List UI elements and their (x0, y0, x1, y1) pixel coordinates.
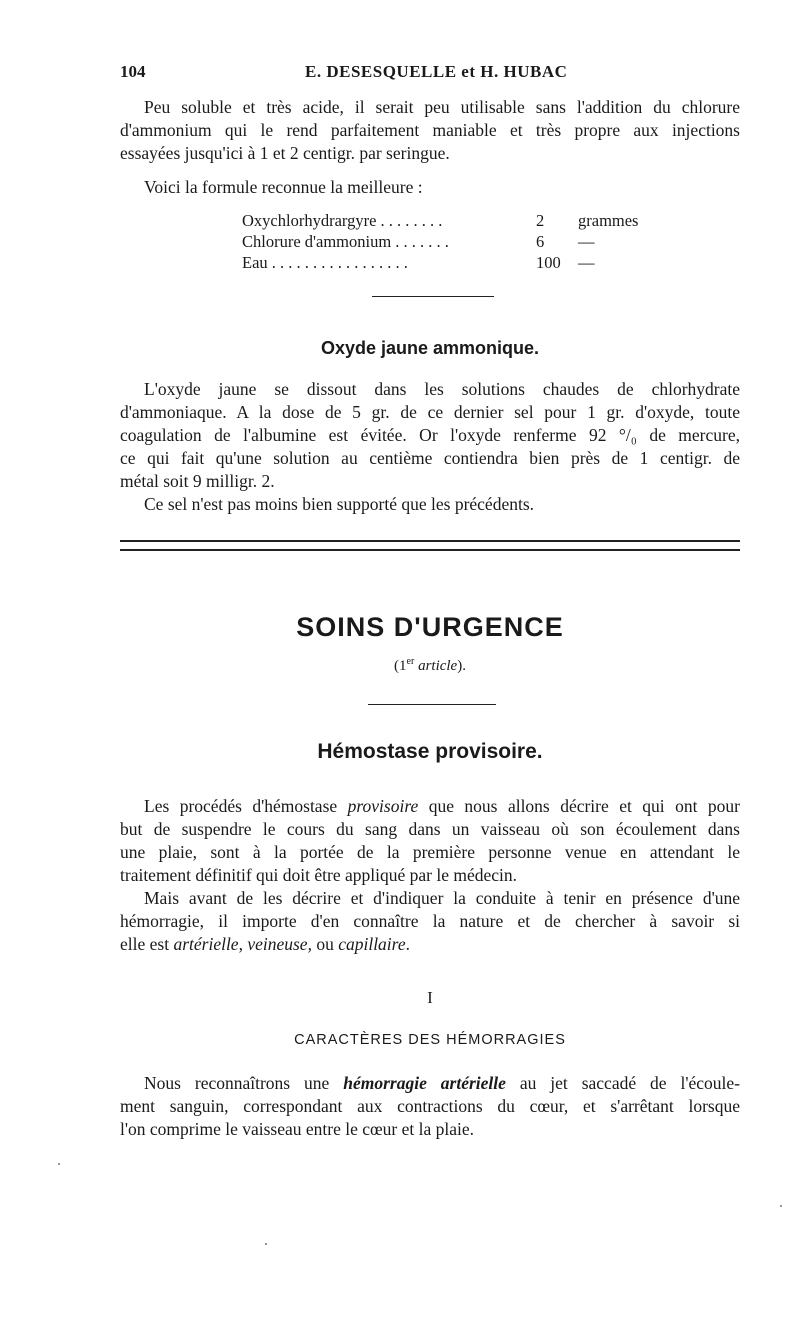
hemostase-heading: Hémostase provisoire. (317, 740, 543, 763)
page-number: 104 (120, 62, 146, 81)
oxyde-heading: Oxyde jaune ammonique. (320, 338, 540, 358)
section-paragraph (120, 1072, 740, 1141)
formula-quantity: 6 (536, 232, 545, 251)
hemostase-line: Les procédés d'hémostase provisoire que nous allons décrire et qui ont pour (144, 796, 740, 816)
formula-row (242, 231, 622, 252)
formula-intro: Voici la formule reconnue la meilleure : (144, 177, 423, 197)
section-numeral: I (427, 988, 433, 1007)
oxyde-closing: Ce sel n'est pas moins bien supporté que les précédents. (144, 494, 535, 514)
hemostase-line: elle est artérielle, veineuse, ou capillaire. (120, 934, 410, 954)
scan-speck (58, 1163, 60, 1165)
hemostase-line: but de suspendre le cours du sang dans un vaisseau où son écoulement dans (120, 819, 740, 839)
oxyde-line: métal soit 9 milligr. 2. (120, 471, 275, 491)
formula-quantity: 100 (536, 253, 561, 272)
oxyde-line: L'oxyde jaune se dissout dans les solutions chaudes de chlorhydrate (144, 379, 740, 399)
section-double-rule (120, 540, 740, 551)
short-divider (372, 296, 494, 297)
scan-speck (265, 1243, 267, 1245)
hemostase-line: Mais avant de les décrire et d'indiquer la conduite à tenir en présence d'une (144, 888, 740, 908)
oxyde-line: d'ammoniaque. A la dose de 5 gr. de ce dernier sel pour 1 gr. d'oxyde, toute (120, 402, 740, 422)
hemostase-line: hémorragie, il importe d'en connaître la nature et de chercher à savoir si (120, 911, 740, 931)
oxyde-line: ce qui fait qu'une solution au centième contiendra bien près de 1 centigr. de (120, 448, 740, 468)
article-title: SOINS D'URGENCE (296, 612, 564, 642)
formula-ingredient: Eau . . . . . . . . . . . . . . . . . (242, 253, 408, 272)
hemostase-line: une plaie, sont à la portée de la première personne venue en attendant le (120, 842, 740, 862)
formula-ingredient: Chlorure d'ammonium . . . . . . . (242, 232, 449, 251)
running-head-authors: E. DESESQUELLE et H. HUBAC (305, 62, 568, 81)
running-head (120, 62, 740, 84)
short-divider (368, 704, 496, 705)
oxyde-paragraph (120, 378, 740, 516)
section-heading: CARACTÈRES DES HÉMORRAGIES (294, 1032, 566, 1048)
formula-unit: — (578, 232, 595, 251)
hemostase-paragraph (120, 795, 740, 956)
intro-paragraph (120, 96, 740, 165)
section-line: l'on comprime le vaisseau entre le cœur et la plaie. (120, 1119, 474, 1139)
oxyde-line: coagulation de l'albumine est évitée. Or l'oxyde renferme 92 °/₀ de mercure, (120, 425, 740, 445)
intro-line: Peu soluble et très acide, il serait peu utilisable sans l'addition du chlorure (144, 97, 740, 117)
scan-speck (780, 1205, 782, 1207)
intro-line: d'ammonium qui le rend parfaitement maniable et très propre aux injections (120, 120, 740, 140)
formula-row (242, 252, 622, 273)
hemostase-line: traitement définitif qui doit être appliqué par le médecin. (120, 865, 518, 885)
section-line: Nous reconnaîtrons une hémorragie artérielle au jet saccadé de l'écoule- (144, 1073, 740, 1093)
formula-unit: — (578, 253, 595, 272)
formula-row (242, 210, 639, 231)
formula-unit: grammes (578, 211, 639, 230)
formula-ingredient: Oxychlorhydrargyre . . . . . . . . (242, 211, 443, 230)
formula-table (242, 210, 639, 273)
formula-quantity: 2 (536, 211, 545, 230)
section-line: ment sanguin, correspondant aux contractions du cœur, et s'arrêtant lorsque (120, 1096, 740, 1116)
article-note: (1er article). (394, 656, 466, 674)
intro-line: essayées jusqu'ici à 1 et 2 centigr. par seringue. (120, 143, 450, 163)
